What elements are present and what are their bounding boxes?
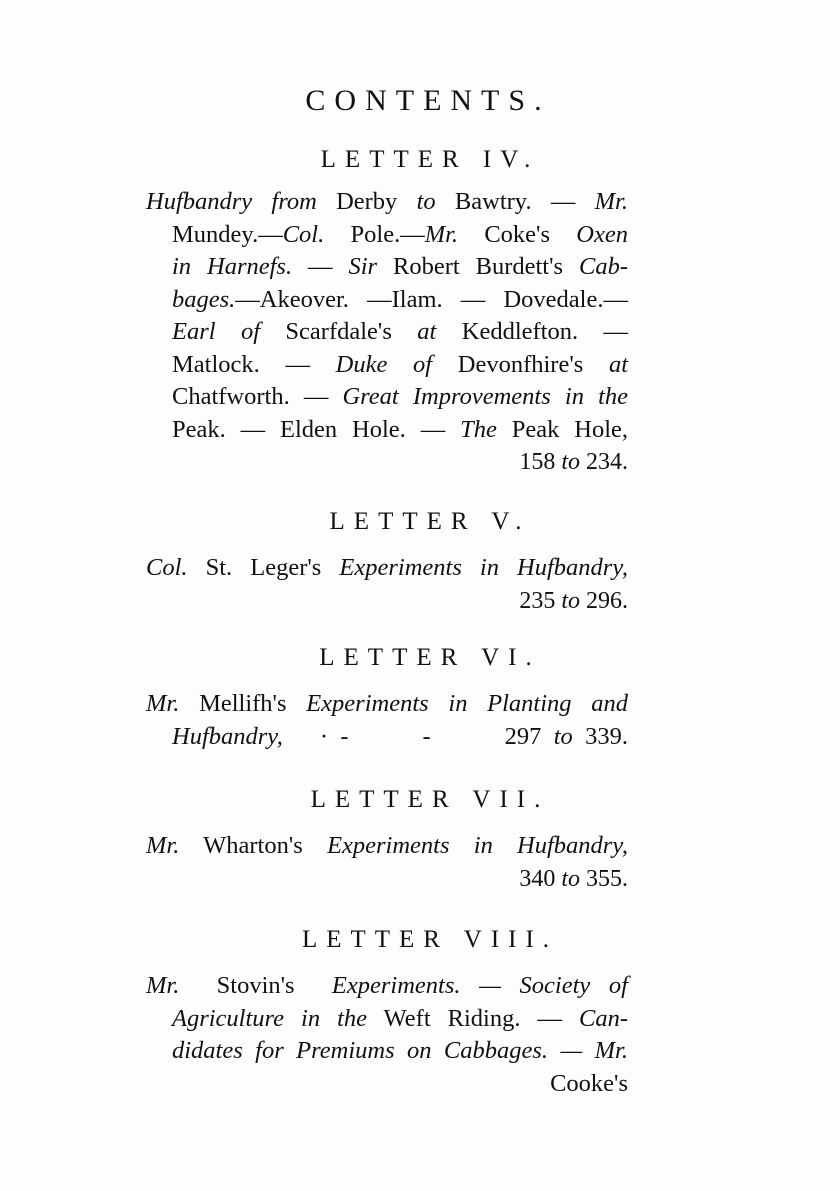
letter-vi-heading: LETTER VI. — [319, 644, 541, 671]
entry-line: bages.—Akeover. —Ilam. — Dovedale.— — [172, 285, 628, 313]
letter-vii-heading: LETTER VII. — [310, 786, 550, 813]
page-range: 158 to 234. — [519, 449, 628, 475]
page-range: 340 to 355. — [519, 865, 628, 892]
entry-line: Col. St. Leger's Experiments in Hufbandry, — [146, 554, 628, 581]
entry-line: Hufbandry from Derby to Bawtry. — Mr. — [146, 188, 628, 215]
entry-line: Matlock. — Duke of Devonfhire's at — [172, 350, 629, 378]
letter-iv-heading: LETTER IV. — [320, 146, 540, 173]
letter-v-entry — [146, 552, 628, 617]
page-title: CONTENTS. — [305, 84, 551, 117]
page-range: 235 to 296. — [519, 587, 628, 614]
letter-viii-entry — [146, 970, 628, 1100]
letter-viii-heading: LETTER VIII. — [301, 926, 559, 953]
entry-line: Earl of Scarfdale's at Keddlefton. — — [172, 318, 629, 345]
letter-iv-entry — [146, 186, 628, 479]
entry-line: Agriculture in the Weft Riding. — Can- — [172, 1004, 628, 1032]
entry-line: in Harnefs. — Sir Robert Burdett's Cab- — [172, 253, 629, 280]
entry-line: Hufbandry, · - - 297 to 339. — [172, 722, 628, 750]
letter-v-heading: LETTER V. — [329, 508, 531, 535]
entry-line: Mr. Mellifh's Experiments in Planting and — [146, 690, 628, 717]
entry-line: didates for Premiums on Cabbages. — Mr. — [172, 1037, 628, 1064]
catchword: Cooke's — [550, 1069, 628, 1097]
entry-line: Mr. Stovin's Experiments. — Society of — [146, 972, 628, 999]
letter-vi-entry — [146, 688, 628, 753]
entry-line: Mundey.—Col. Pole.—Mr. Coke's Oxen — [172, 220, 628, 248]
entry-line: Chatfworth. — Great Improvements in the — [172, 383, 628, 410]
entry-line: Peak. — Elden Hole. — The Peak Hole, — [172, 415, 628, 443]
entry-line: Mr. Wharton's Experiments in Hufbandry, — [146, 832, 628, 859]
letter-vii-entry — [146, 830, 628, 895]
